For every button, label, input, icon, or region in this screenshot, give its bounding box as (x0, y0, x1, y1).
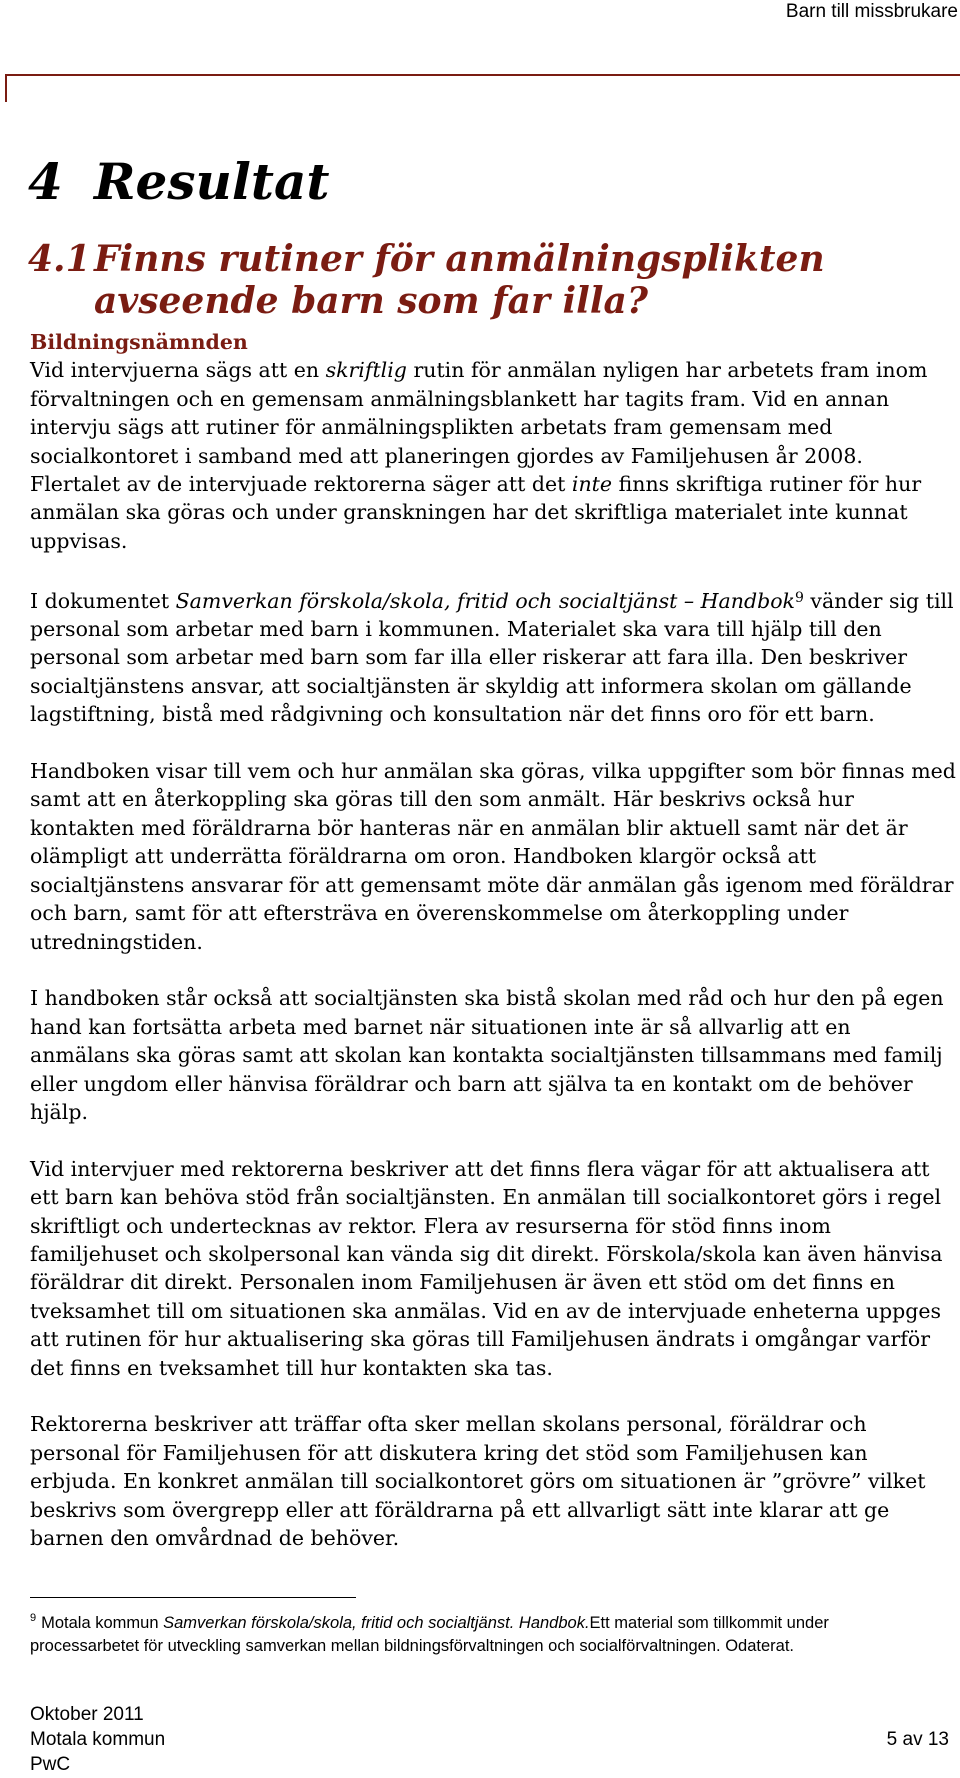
paragraph-3: Handboken visar till vem och hur anmälan ska göras, vilka uppgifter som bör finnas med samt att en återkoppling ska göras till den som anmält. Här beskrivs också hur kontakten med föräldrarna bör hanteras när en anmälan blir aktuell samt när det är olämpligt att underrätta föräldrarna om oron. Handboken klargör också att socialtjänstens ansvarar för att gemensamt möte där anmälan gås igenom med föräldrar och barn, samt för att eftersträva en överenskommelse om återkoppling under utredningstiden. (30, 759, 956, 954)
footer-left (30, 1702, 165, 1777)
footnote-rule (30, 1597, 356, 1598)
body-text (30, 328, 956, 1581)
p2-text-a: I dokumentet (30, 588, 176, 613)
chapter-title (28, 152, 329, 212)
footnote-text-a: Motala kommun (41, 1614, 164, 1632)
p1-text-e: finns skriftiga rutiner för hur anmälan ska göras och under granskningen har det skriftliga materialet inte kunnat uppvisas. (30, 472, 922, 553)
p1-text-a: Vid intervjuerna sägs att en (30, 358, 326, 383)
footnote-text-c: Ett material som tillkommit under processarbetet för utveckling samverkan mellan bildningsförvaltningen och socialförvaltningen. Odaterat. (30, 1614, 829, 1655)
footnote-reference[interactable]: 9 (794, 589, 804, 606)
footer-organization: Motala kommun (30, 1729, 166, 1750)
footer-firm: PwC (30, 1754, 71, 1775)
subheading: Bildningsnämnden (30, 330, 248, 354)
p2-document-title: Samverkan förskola/skola, fritid och socialtjänst – Handbok (175, 588, 795, 613)
paragraph-1 (30, 356, 956, 555)
header-rule (5, 74, 960, 102)
footnote-document-title: Samverkan förskola/skola, fritid och socialtjänst. Handbok. (163, 1614, 590, 1632)
footnote (30, 1607, 930, 1658)
footer-date: Oktober 2011 (30, 1704, 144, 1725)
running-header: Barn till missbrukare (785, 1, 958, 22)
p2-text-c: vänder sig till personal som arbetar med barn i kommunen. Materialet ska vara till hjälp till den personal som arbetar med barn som far illa eller riskerar att fara illa. Den beskriver socialtjänstens ansvar, att socialtjänsten är skyldig att informera skolan om gällande lagstiftning, bistå med rådgivning och konsultation när det finns oro för ett barn. (30, 588, 954, 727)
footnote-number: 9 (30, 1612, 37, 1624)
section-title-line2: avseende barn som far illa? (94, 280, 648, 322)
p1-text-c: rutin för anmälan nyligen har arbetets fram inom förvaltningen och en gemensam anmälningsblankett har tagits fram. Vid en annan intervju sägs att rutiner för anmälningsplikten arbetats fram gemensam med socialkontoret i samband med att planeringen gjordes av Familjehusen år 2008. Flertalet av de intervjuade rektorerna säger att det (30, 358, 928, 497)
p1-emphasis-inte: inte (571, 472, 613, 497)
p1-emphasis-skriftlig: skriftlig (325, 358, 407, 383)
paragraph-2 (30, 584, 956, 729)
section-number: 4.1 (28, 238, 91, 280)
chapter-number: 4 (28, 152, 63, 211)
paragraph-5: Vid intervjuer med rektorerna beskriver att det finns flera vägar för att aktualisera att ett barn kan behöva stöd från socialtjänsten. En anmälan till socialkontoret görs i regel skriftligt och undertecknas av rektor. Flera av resurserna för stöd finns inom familjehuset och skolpersonal kan vända sig dit direkt. Förskola/skola kan även hänvisa föräldrar dit direkt. Personalen inom Familjehusen är även ett stöd om det finns en tveksamhet till om situationen ska anmälas. Vid en av de intervjuade enheterna uppges att rutinen för hur aktualisering ska göras till Familjehusen ändrats i omgångar varför det finns en tveksamhet till hur kontakten ska tas. (30, 1156, 943, 1380)
paragraph-6: Rektorerna beskriver att träffar ofta sker mellan skolans personal, föräldrar och personal för Familjehusen för att diskutera kring det stöd som Familjehusen kan erbjuda. En konkret anmälan till socialkontoret görs om situationen är ”grövre” vilket beskrivs som övergrepp eller att föräldrarna på ett allvarligt sätt inte klarar att ge barnen den omvårdnad de behöver. (30, 1412, 926, 1550)
chapter-title-text: Resultat (94, 152, 330, 211)
section-title (28, 238, 825, 322)
paragraph-4: I handboken står också att socialtjänsten ska bistå skolan med råd och hur den på egen hand kan fortsätta arbeta med barnet när situationen inte är så allvarlig att en anmälans ska göras samt att skolan kan kontakta socialtjänsten tillsammans med familj eller ungdom eller hänvisa föräldrar och barn att själva ta en kontakt om de behöver hjälp. (30, 986, 944, 1124)
section-title-line1: Finns rutiner för anmälningsplikten (94, 238, 825, 280)
page-number: 5 av 13 (886, 1729, 949, 1750)
